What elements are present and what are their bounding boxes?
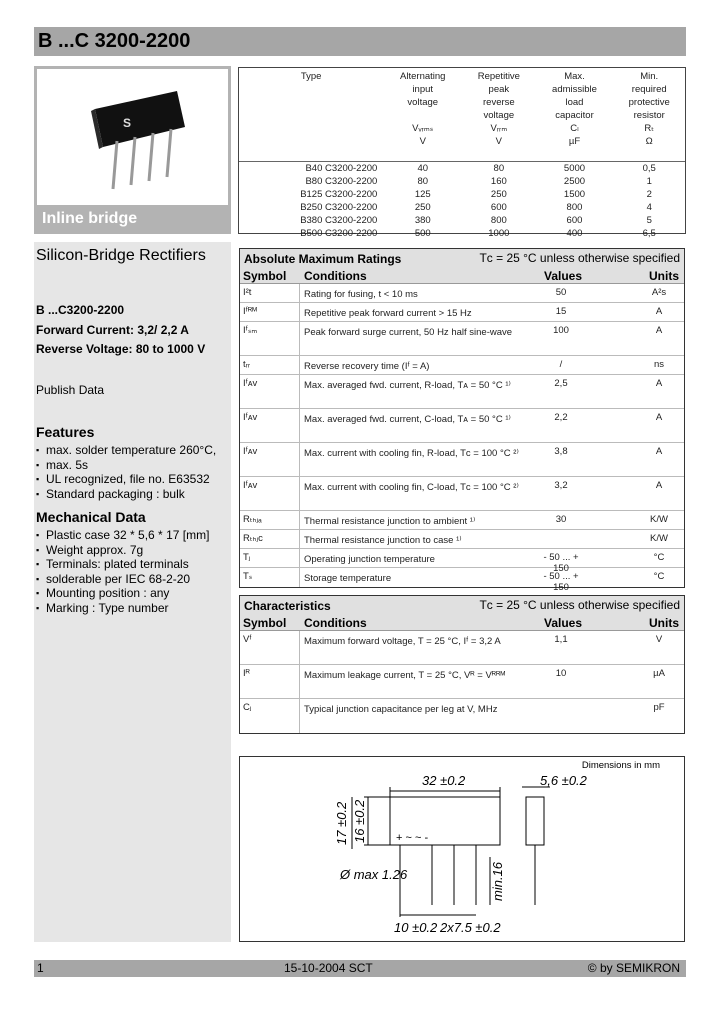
types-cell: 600 [490,202,507,213]
list-item: ▪ UL recognized, file no. E63532 [36,472,216,487]
row-val: 10 [555,668,567,679]
row-unit: µA [653,668,665,679]
col-values: Values [544,269,583,283]
footer [34,960,686,977]
types-header-cell [462,68,535,162]
table-row [240,303,684,322]
types-cell: 400 [566,228,583,239]
header-line: voltage [407,97,439,108]
row-unit: A [655,325,663,336]
table-row [240,549,684,574]
types-row [239,188,685,201]
types-cell: 1 [646,176,652,187]
table-row [240,409,684,443]
table-row [240,356,684,375]
header-line: resistor [633,110,665,121]
part-number: B ...C3200-2200 [36,303,125,317]
row-cond: Max. averaged fwd. current, R-load, Tᴀ = 50 °C ¹⁾ [304,380,511,391]
header-line [239,83,383,96]
dimensions-label: Dimensions in mm [581,760,660,771]
row-unit: pF [653,702,665,713]
title-bar [34,27,686,56]
header-line: Min. [640,71,659,82]
table-row [240,530,684,549]
row-val: 3,8 [554,446,568,457]
dim-pin-diameter: Ø max 1.26 [340,867,408,882]
row-val: - 50 ... + 150 [543,571,579,593]
row-cond: Thermal resistance junction to ambient ¹⁾ [304,516,476,527]
types-cell: 80 [493,163,505,174]
row-val: - 50 ... + 150 [543,552,579,574]
header-line [239,148,383,161]
photo-area [37,69,228,205]
header-line: protective [628,97,670,108]
table-row [240,568,684,593]
row-cond: Rating for fusing, t < 10 ms [304,289,418,300]
row-unit: A [655,480,663,491]
types-cell: 2500 [563,176,586,187]
row-unit: °C [653,571,665,582]
header-line: Cₗ [570,123,579,134]
row-unit: A [655,378,663,389]
types-cell: 500 [414,228,431,239]
row-cond: Typical junction capacitance per leg at V, MHz [304,704,498,715]
header-line [239,135,383,148]
header-line: Rₜ [644,123,655,134]
row-sym: Iᴿ [243,668,250,679]
col-conditions: Conditions [304,616,367,630]
row-unit: A [655,446,663,457]
header-line: input [412,84,434,95]
dim-pin-length: min.16 [490,861,505,901]
row-unit: A [655,412,663,423]
list-item: ▪ max. solder temperature 260°C, [36,443,216,458]
table-row [240,443,684,477]
header-line: voltage [483,110,515,121]
mechanical-list [36,528,209,615]
col-symbol: Symbol [243,616,287,630]
types-cell: 5000 [563,163,586,174]
types-row [239,162,685,176]
types-cell: B250 C3200-2200 [300,202,378,213]
product-photo [34,66,231,234]
subtitle: Silicon-Bridge Rectifiers [36,247,206,264]
absolute-max-ratings-table [239,248,685,593]
dim-height-body: 16 ±0.2 [352,799,367,843]
header-line: Type [300,71,322,82]
header-line: Vᵣᵣₘ [490,123,508,134]
row-sym: Iᶠᴀᴠ [243,378,258,389]
row-unit: K/W [650,514,668,525]
header-line [462,148,535,161]
list-item: ▪ Standard packaging : bulk [36,487,216,502]
types-header-cell [383,68,462,162]
header-line: V [495,136,503,147]
header-line: Max. [564,71,585,82]
row-cond: Storage temperature [304,573,392,584]
header-line: V [419,136,426,147]
header-line: Repetitive [477,71,520,82]
row-cond: Maximum leakage current, T = 25 °C, Vᴿ = Vᴿᴿᴹ [304,670,506,681]
types-row [239,214,685,227]
row-unit: ns [653,359,665,370]
row-sym: Iᶠₛₘ [243,325,258,336]
dimensions-drawing [239,756,685,942]
features-heading: Features [36,424,95,440]
types-cell: 1000 [488,228,510,239]
types-row [239,227,685,240]
types-header-cell [613,68,685,162]
types-cell: 5 [646,215,652,226]
list-item: ▪ max. 5s [36,458,216,473]
row-sym: Iᶠᴀᴠ [243,446,258,457]
col-values: Values [544,616,583,630]
types-table [238,67,686,239]
row-unit: V [655,634,663,645]
row-sym: Iᶠᴀᴠ [243,480,258,491]
types-header-cell [536,68,614,162]
row-cond: Peak forward surge current, 50 Hz half sine-wave [304,327,513,338]
col-symbol: Symbol [243,269,287,283]
marking-text: S [123,116,132,130]
types-cell: 1500 [563,189,586,200]
types-cell: 800 [490,215,507,226]
types-cell: 80 [417,176,429,187]
header-line [239,109,383,122]
table-row [240,477,684,511]
types-cell: 0,5 [642,163,656,174]
row-val: 2,2 [554,412,568,423]
header-line: Ω [645,136,653,147]
list-item: ▪ Plastic case 32 * 5,6 * 17 [mm] [36,528,209,543]
row-cond: Thermal resistance junction to case ¹⁾ [304,535,462,546]
row-cond: Operating junction temperature [304,554,435,565]
list-item: ▪ Marking : Type number [36,601,209,616]
table-row [240,284,684,303]
table-row [240,699,684,733]
row-unit: °C [653,552,665,563]
types-cell: B380 C3200-2200 [300,215,378,226]
types-cell: 800 [566,202,583,213]
row-sym: Iᶠᴿᴹ [243,306,257,317]
types-row [239,201,685,214]
col-conditions: Conditions [304,269,367,283]
row-sym: tᵣᵣ [243,359,251,370]
photo-caption: Inline bridge [42,210,138,227]
types-cell: 160 [490,176,507,187]
row-cond: Max. averaged fwd. current, C-load, Tᴀ = 50 °C ¹⁾ [304,414,511,425]
types-cell: 125 [414,189,431,200]
header-line [239,96,383,109]
row-sym: Cⱼ [243,702,252,713]
row-val: 15 [555,306,567,317]
abs-table-condition: Tᴄ = 25 °C unless otherwise specified [479,251,680,265]
header-line [383,109,462,122]
list-item: ▪ Mounting position : any [36,586,209,601]
row-cond: Repetitive peak forward current > 15 Hz [304,308,472,319]
row-val: 2,5 [554,378,568,389]
header-line: capacitor [555,110,594,121]
table-row [240,375,684,409]
publish-data: Publish Data [36,383,105,397]
header-line: load [565,97,584,108]
row-unit: K/W [650,533,668,544]
dimension-diagram [240,757,686,943]
types-cell: 600 [566,215,583,226]
types-cell: 250 [490,189,507,200]
table-row [240,511,684,530]
header-line: peak [488,84,510,95]
list-item: ▪ solderable per IEC 68-2-20 [36,572,209,587]
row-unit: A²s [651,287,667,298]
page-number: 1 [37,961,44,975]
list-item: ▪ Terminals: plated terminals [36,557,209,572]
row-val: / [559,359,563,370]
types-cell: 2 [646,189,652,200]
characteristics-table [239,595,685,734]
row-sym: Tₛ [243,571,253,582]
bridge-rectifier-image [37,69,228,205]
row-sym: I²t [243,287,252,298]
row-sym: Tⱼ [243,552,251,563]
types-cell: 380 [414,215,431,226]
types-cell: 250 [414,202,431,213]
features-list [36,443,216,501]
row-sym: Iᶠᴀᴠ [243,412,258,423]
dim-width: 32 ±0.2 [422,773,466,788]
row-val: 50 [555,287,567,298]
dim-pin-spacing-1: 10 ±0.2 [394,920,438,935]
footer-copyright: © by SEMIKRON [587,961,680,975]
table-row [240,665,684,699]
dim-pin-spacing-2: 2x7.5 ±0.2 [440,920,501,935]
header-line: Alternating [400,71,446,82]
dim-depth: 5,6 ±0.2 [540,773,587,788]
row-val: 100 [553,325,569,336]
header-line [383,148,462,161]
list-item: ▪ Weight approx. 7g [36,543,209,558]
col-units: Units [649,269,679,283]
header-line: admissible [552,84,597,95]
row-sym: Vᶠ [243,634,252,645]
types-row [239,175,685,188]
header-line: required [631,84,667,95]
row-cond: Maximum forward voltage, T = 25 °C, Iᶠ = 3,2 A [304,636,501,647]
char-table-condition: Tᴄ = 25 °C unless otherwise specified [479,598,680,612]
header-line [536,148,614,161]
abs-table-title: Absolute Maximum Ratings [244,252,402,266]
col-units: Units [649,616,679,630]
char-table-title: Characteristics [244,599,331,613]
pin-markings: + ~ ~ - [396,832,429,844]
types-cell: B40 C3200-2200 [305,163,378,174]
row-sym: Rₜₕⱼᴄ [243,533,263,544]
types-cell: B125 C3200-2200 [300,189,378,200]
types-cell: B80 C3200-2200 [305,176,378,187]
row-val: 3,2 [554,480,568,491]
row-unit: A [655,306,663,317]
header-line: reverse [483,97,515,108]
row-cond: Max. current with cooling fin, R-load, Tᴄ = 100 °C ²⁾ [304,448,519,459]
types-cell: B500 C3200-2200 [300,228,378,239]
row-cond: Reverse recovery time (Iᶠ = A) [304,361,430,372]
footer-date: 15-10-2004 SCT [284,961,373,975]
row-sym: Rₜₕⱼₐ [243,514,262,525]
header-line: µF [568,136,581,147]
types-cell: 6,5 [642,228,656,239]
header-line [613,148,685,161]
row-val: 1,1 [554,634,568,645]
table-row [240,631,684,665]
types-cell: 40 [417,163,429,174]
dim-height-total: 17 ±0.2 [334,801,349,845]
header-line [239,122,383,135]
table-row [240,322,684,356]
page-title: B ...C 3200-2200 [38,30,191,52]
types-cell: 4 [646,202,652,213]
row-cond: Max. current with cooling fin, C-load, Tᴄ = 100 °C ²⁾ [304,482,519,493]
mechanical-heading: Mechanical Data [36,509,146,525]
row-val: 30 [555,514,567,525]
header-line: Vᵥᵣₘₛ [412,123,434,134]
reverse-voltage: Reverse Voltage: 80 to 1000 V [36,342,206,356]
forward-current: Forward Current: 3,2/ 2,2 A [36,323,189,337]
types-header-cell [239,68,383,162]
left-column [34,242,231,942]
